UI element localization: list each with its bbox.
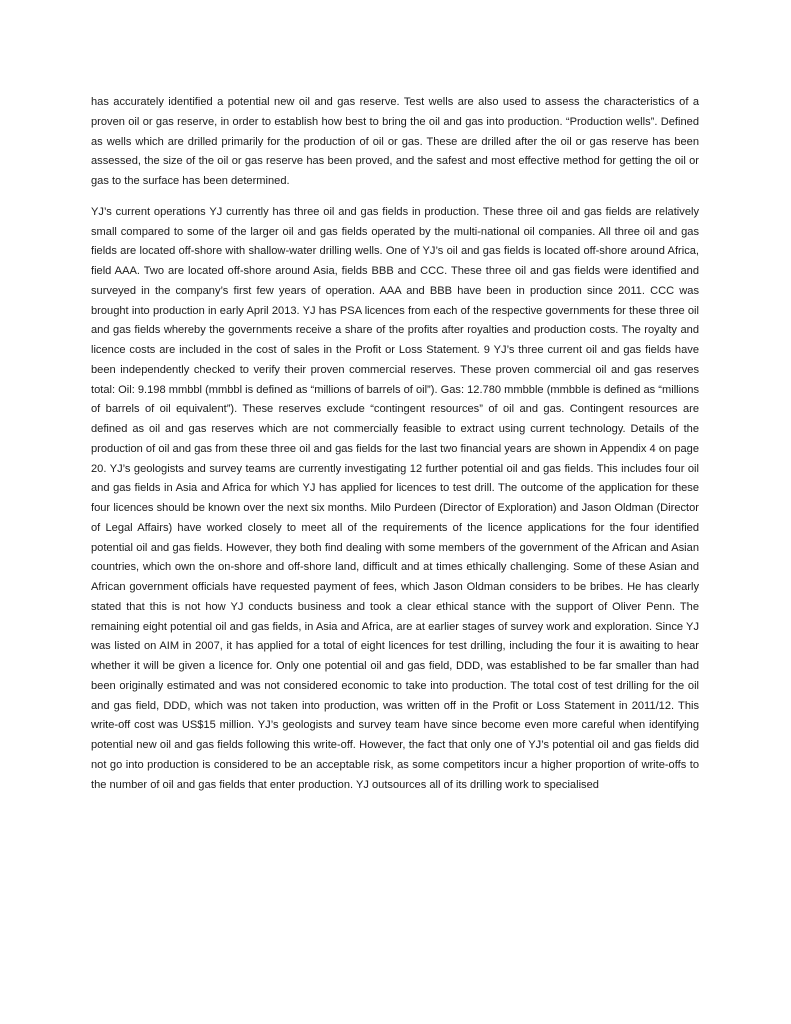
paragraph-current-operations: YJ’s current operations YJ currently has three oil and gas fields in production. These three oil and gas fields are relatively small compared to some of the larger oil and gas fields operated by the multi-national oil companies. All three oil and gas fields are located off-shore with shallow-water drilling wells. One of YJ’s oil and gas fields is located off-shore around Africa, field AAA. Two are located off-shore around Asia, fields BBB and CCC. These three oil and gas fields were identified and surveyed in the company’s first few years of operation. AAA and BBB have been in production since 2011. CCC was brought into production in early April 2013. YJ has PSA licences from each of the respective governments for these three oil and gas fields whereby the governments receive a share of the profits after royalties and production costs. The royalty and licence costs are included in the cost of sales in the Profit or Loss Statement. 9 YJ’s three current oil and gas fields have been independently checked to verify their proven commercial reserves. These proven commercial oil and gas reserves total: Oil: 9.198 mmbbl (mmbbl is defined as “millions of barrels of oil”). Gas: 12.780 mmbble (mmbble is defined as “millions of barrels of oil equivalent”). These reserves exclude “contingent resources” of oil and gas. Contingent resources are defined as oil and gas reserves which are not commercially feasible to extract using current technology. Details of the production of oil and gas from these three oil and gas fields for the last two financial years are shown in Appendix 4 on page 20. YJ’s geologists and survey teams are currently investigating 12 further potential oil and gas fields. This includes four oil and gas fields in Asia and Africa for which YJ has applied for licences to test drill. The outcome of the application for these four licences should be known over the next six months. Milo Purdeen (Director of Exploration) and Jason Oldman (Director of Legal Affairs) have worked closely to meet all of the requirements of the licence applications for the four identified potential oil and gas fields. However, they both find dealing with some members of the government of the African and Asian countries, which own the on-shore and off-shore land, difficult and at times ethically challenging. Some of these Asian and African government officials have requested payment of fees, which Jason Oldman considers to be bribes. He has clearly stated that this is not how YJ conducts business and took a clear ethical stance with the support of Oliver Penn. The remaining eight potential oil and gas fields, in Asia and Africa, are at earlier stages of survey work and exploration. Since YJ was listed on AIM in 2007, it has applied for a total of eight licences for test drilling, including the four it is awaiting to hear whether it will be given a licence for. Only one potential oil and gas field, DDD, was established to be far smaller than had been originally estimated and was not considered economic to take into production. The total cost of test drilling for the oil and gas field, DDD, which was not taken into production, was written off in the Profit or Loss Statement in 2011/12. This write-off cost was US$15 million. YJ’s geologists and survey team have since become even more careful when identifying potential new oil and gas fields following this write-off. However, the fact that only one of YJ’s potential oil and gas fields did not go into production is considered to be an acceptable risk, as some competitors incur a higher proportion of write-offs to the number of oil and gas fields that enter production. YJ outsources all of its drilling work to specialised [91, 205, 699, 791]
paragraph-well-definitions: has accurately identified a potential new oil and gas reserve. Test wells are also used to assess the characteristics of a proven oil or gas reserve, in order to establish how best to bring the oil and gas into production. “Production wells”. Defined as wells which are drilled primarily for the production of oil or gas. These are drilled after the oil or gas reserve has been assessed, the size of the oil or gas reserve has been proved, and the safest and most effective method for getting the oil or gas to the surface has been determined. [91, 96, 699, 187]
document-page [91, 93, 699, 795]
